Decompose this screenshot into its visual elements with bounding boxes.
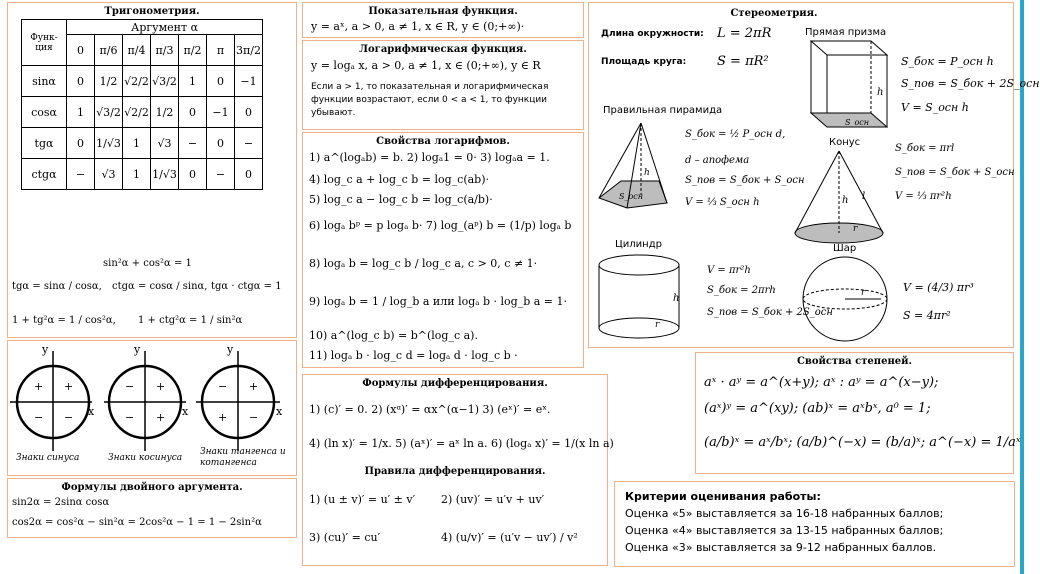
quadrant-sign: + bbox=[218, 411, 228, 424]
log-property: 4) log_c a + log_c b = log_c(ab)· bbox=[309, 173, 490, 186]
quadrant-sign: + bbox=[34, 380, 44, 393]
row-func: tgα bbox=[22, 128, 67, 159]
cone-formula: S_бок = πrl bbox=[895, 143, 955, 154]
diff-rule: 3) (cu)′ = cu′ bbox=[309, 531, 381, 544]
quadrant-sign: + bbox=[64, 380, 74, 393]
value-cell: 0 bbox=[67, 128, 95, 159]
prism-formula: V = S_осн h bbox=[901, 101, 969, 114]
prism-shape bbox=[811, 41, 887, 127]
pyramid-h-label: h bbox=[644, 168, 650, 178]
pyramid-formula: S_пов = S_бок + S_осн bbox=[685, 175, 805, 186]
value-cell: √2/2 bbox=[123, 66, 151, 97]
value-cell: 1 bbox=[179, 66, 207, 97]
diff-rule: 1) (u ± v)′ = u′ ± v′ bbox=[309, 493, 416, 506]
sphere-name: Шар bbox=[833, 243, 857, 254]
quadrant-sign: − bbox=[125, 380, 135, 393]
quadrant-sign: + bbox=[156, 380, 166, 393]
diff-formula-line: 4) (ln x)′ = 1/x. 5) (aˣ)′ = aˣ ln a. 6) (logₐ x)′ = 1/(x ln a) bbox=[309, 437, 614, 450]
criteria-item: Оценка «4» выставляется за 13-15 набранных баллов; bbox=[625, 524, 944, 537]
power-property: (aˣ)ʸ = a^(xy); (ab)ˣ = aˣbˣ, a⁰ = 1; bbox=[704, 401, 931, 416]
pyramid-base-label: S_осн bbox=[619, 192, 644, 201]
circumference-label: Длина окружности: bbox=[601, 29, 704, 39]
ctg-square-formula: 1 + ctg²α = 1 / sin²α bbox=[138, 315, 243, 326]
pyramid-formula: V = ⅓ S_осн h bbox=[685, 197, 760, 208]
criteria-item: Оценка «5» выставляется за 16-18 набранных баллов; bbox=[625, 507, 944, 520]
trigonometry-card bbox=[7, 2, 297, 338]
log-property: 1) a^(logₐb) = b. 2) logₐ1 = 0· 3) logₐa = 1. bbox=[309, 151, 550, 164]
diff-rule: 4) (u/v)′ = (u′v − uv′) / v² bbox=[441, 531, 578, 544]
quadrant-sign: − bbox=[218, 380, 228, 393]
stereometry-title: Стереометрия. bbox=[730, 8, 818, 19]
cylinder-h-label: h bbox=[673, 293, 680, 304]
row-func: ctgα bbox=[22, 159, 67, 190]
criteria-title: Критерии оценивания работы: bbox=[625, 490, 821, 503]
value-cell: 1 bbox=[123, 159, 151, 190]
prism-name: Прямая призма bbox=[805, 27, 887, 38]
trig-values-table bbox=[21, 19, 263, 190]
power-property: (a/b)ˣ = aˣ/bˣ; (a/b)^(−x) = (b/a)ˣ; a^(−x) = 1/aˣ bbox=[704, 435, 1021, 450]
logarithmic-card bbox=[302, 40, 584, 130]
value-cell: −1 bbox=[207, 97, 235, 128]
prism-base-label: S_осн bbox=[845, 118, 870, 127]
table-row bbox=[22, 159, 263, 190]
diff-rules-title: Правила дифференцирования. bbox=[364, 466, 546, 477]
cylinder-formula: S_бок = 2πrh bbox=[707, 285, 776, 296]
value-cell: √3 bbox=[95, 159, 123, 190]
cylinder-r-label: r bbox=[655, 320, 660, 330]
cone-h-label: h bbox=[842, 195, 849, 206]
diff-rule: 2) (uv)′ = u′v + uv′ bbox=[441, 493, 545, 506]
logarithmic-title: Логарифмическая функция. bbox=[359, 44, 527, 55]
log-property: 9) logₐ b = 1 / log_b a или logₐ b · log_b a = 1· bbox=[309, 295, 568, 308]
value-cell: √3/2 bbox=[95, 97, 123, 128]
log-property: 5) log_c a − log_c b = log_c(a/b)· bbox=[309, 193, 493, 206]
ctg-formula: ctgα = cosα / sinα, bbox=[112, 281, 208, 292]
x-axis-label: x bbox=[182, 405, 189, 418]
cos-signs bbox=[104, 343, 189, 451]
cylinder-formula: S_пов = S_бок + 2S_осн bbox=[707, 307, 833, 318]
cos-double-formula: cos2α = cos²α − sin²α = 2cos²α − 1 = 1 − 2sin²α bbox=[12, 517, 262, 528]
arg-header: Аргумент α bbox=[67, 20, 263, 35]
signs-card bbox=[7, 340, 297, 476]
pyramid-formula: d – апофема bbox=[685, 155, 750, 166]
value-cell: − bbox=[207, 159, 235, 190]
value-cell: − bbox=[235, 128, 263, 159]
sphere-formula: V = (4/3) πr³ bbox=[903, 281, 974, 294]
x-axis-label: x bbox=[88, 405, 95, 418]
value-cell: − bbox=[179, 128, 207, 159]
x-axis-label: x bbox=[276, 405, 283, 418]
value-cell: 0 bbox=[67, 66, 95, 97]
value-cell: 1/√3 bbox=[151, 159, 179, 190]
value-cell: 1/2 bbox=[95, 66, 123, 97]
circle-area-label: Площадь круга: bbox=[601, 57, 687, 67]
cone-l-label: l bbox=[862, 191, 866, 202]
prism-formula: S_бок = P_осн h bbox=[901, 55, 994, 68]
cylinder-shape bbox=[599, 255, 679, 338]
circumference-formula: L = 2πR bbox=[717, 26, 772, 41]
y-axis-label: y bbox=[42, 343, 49, 356]
logarithmic-formula: y = logₐ x, a > 0, a ≠ 1, x ∈ (0;+∞), y ∈ R bbox=[311, 59, 541, 72]
arg-cell: π/6 bbox=[95, 35, 123, 66]
arg-cell: π/2 bbox=[179, 35, 207, 66]
log-properties-title: Свойства логарифмов. bbox=[376, 136, 510, 147]
arg-cell: π bbox=[207, 35, 235, 66]
func-header: Функ-ция bbox=[22, 20, 67, 66]
cone-r-label: r bbox=[853, 224, 858, 234]
arg-cell: π/3 bbox=[151, 35, 179, 66]
pyramid-formula: S_бок = ½ P_осн d, bbox=[685, 129, 786, 140]
double-angle-title: Формулы двойного аргумента. bbox=[61, 482, 243, 493]
log-properties-card bbox=[302, 132, 584, 368]
double-angle-card bbox=[7, 478, 297, 538]
cone-formula: S_пов = S_бок + S_осн bbox=[895, 167, 1015, 178]
criteria-item: Оценка «3» выставляется за 9-12 набранных баллов. bbox=[625, 541, 937, 554]
y-axis-label: y bbox=[227, 343, 234, 356]
quadrant-sign: − bbox=[34, 411, 44, 424]
value-cell: 0 bbox=[235, 159, 263, 190]
sin-double-formula: sin2α = 2sinα cosα bbox=[12, 497, 110, 508]
cone-formula: V = ⅓ πr²h bbox=[895, 191, 952, 202]
value-cell: 0 bbox=[235, 97, 263, 128]
diff-title: Формулы дифференцирования. bbox=[362, 378, 548, 389]
quadrant-sign: + bbox=[156, 411, 166, 424]
log-property: 11) logₐ b · log_c d = logₐ d · log_c b · bbox=[309, 349, 518, 362]
tan-signs bbox=[196, 343, 283, 451]
sphere-r-label: r bbox=[861, 288, 866, 298]
tg-formula: tgα = sinα / cosα, bbox=[12, 281, 102, 292]
value-cell: 1 bbox=[123, 128, 151, 159]
powers-title: Свойства степеней. bbox=[796, 356, 913, 367]
exponential-title: Показательная функция. bbox=[368, 6, 518, 17]
value-cell: 0 bbox=[207, 128, 235, 159]
value-cell: 1/2 bbox=[151, 97, 179, 128]
value-cell: 0 bbox=[207, 66, 235, 97]
tan-signs-label: Знаки тангенса и котангенса bbox=[200, 447, 286, 468]
value-cell: √3 bbox=[151, 128, 179, 159]
power-property: aˣ · aʸ = a^(x+y); aˣ : aʸ = a^(x−y); bbox=[704, 375, 939, 390]
trig-title: Тригонометрия. bbox=[104, 6, 200, 17]
tg-square-formula: 1 + tg²α = 1 / cos²α, bbox=[12, 315, 116, 326]
cone-shape bbox=[795, 151, 883, 243]
value-cell: −1 bbox=[235, 66, 263, 97]
monotonicity-note: Если a > 1, то показательная и логарифмическая функции возрастают, если 0 < a < 1, то функции убывают. bbox=[311, 82, 549, 118]
powers-card bbox=[695, 352, 1021, 474]
y-axis-label: y bbox=[134, 343, 141, 356]
tg-ctg-formula: tgα · ctgα = 1 bbox=[211, 281, 282, 292]
stereometry-card bbox=[588, 2, 1040, 348]
circle-area-formula: S = πR² bbox=[717, 54, 769, 69]
value-cell: 1 bbox=[67, 97, 95, 128]
value-cell: 0 bbox=[179, 97, 207, 128]
exponential-formula: y = aˣ, a > 0, a ≠ 1, x ∈ R, y ∈ (0;+∞)· bbox=[311, 20, 525, 33]
sphere-formula: S = 4πr² bbox=[903, 309, 951, 322]
quadrant-sign: − bbox=[64, 411, 74, 424]
sin-signs-label: Знаки синуса bbox=[16, 453, 80, 463]
table-row bbox=[22, 97, 263, 128]
prism-formula: S_пов = S_бок + 2S_осн bbox=[901, 77, 1040, 90]
row-func: sinα bbox=[22, 66, 67, 97]
sin-signs bbox=[10, 343, 95, 451]
value-cell: 0 bbox=[179, 159, 207, 190]
arg-cell: 3π/2 bbox=[235, 35, 263, 66]
differentiation-card bbox=[302, 374, 614, 566]
value-cell: √2/2 bbox=[123, 97, 151, 128]
quadrant-sign: + bbox=[249, 380, 259, 393]
cos-signs-label: Знаки косинуса bbox=[108, 453, 183, 463]
table-row bbox=[22, 128, 263, 159]
arg-cell: 0 bbox=[67, 35, 95, 66]
log-property: 6) logₐ bᵖ = p logₐ b· 7) log_(aᵖ) b = (1/p) logₐ b bbox=[309, 219, 572, 232]
cone-name: Конус bbox=[829, 137, 861, 148]
value-cell: √3/2 bbox=[151, 66, 179, 97]
table-row bbox=[22, 66, 263, 97]
quadrant-sign: − bbox=[125, 411, 135, 424]
prism-h-label: h bbox=[877, 87, 884, 98]
pyramid-name: Правильная пирамида bbox=[603, 105, 723, 116]
arg-cell: π/4 bbox=[123, 35, 151, 66]
grading-criteria bbox=[614, 481, 1015, 567]
value-cell: 1/√3 bbox=[95, 128, 123, 159]
sphere-shape bbox=[803, 257, 887, 341]
cylinder-formula: V = πr²h bbox=[707, 265, 751, 276]
quadrant-sign: − bbox=[249, 411, 259, 424]
row-func: cosα bbox=[22, 97, 67, 128]
diff-formula-line: 1) (c)′ = 0. 2) (xᵅ)′ = αx^(α−1) 3) (eˣ)′ = eˣ. bbox=[309, 403, 551, 416]
pythagorean-identity: sin²α + cos²α = 1 bbox=[103, 258, 192, 269]
exponential-card bbox=[302, 2, 584, 38]
cylinder-name: Цилиндр bbox=[615, 239, 662, 250]
log-property: 8) logₐ b = log_c b / log_c a, c > 0, c ≠ 1· bbox=[309, 257, 538, 270]
value-cell: − bbox=[67, 159, 95, 190]
log-property: 10) a^(log_c b) = b^(log_c a). bbox=[309, 329, 478, 342]
